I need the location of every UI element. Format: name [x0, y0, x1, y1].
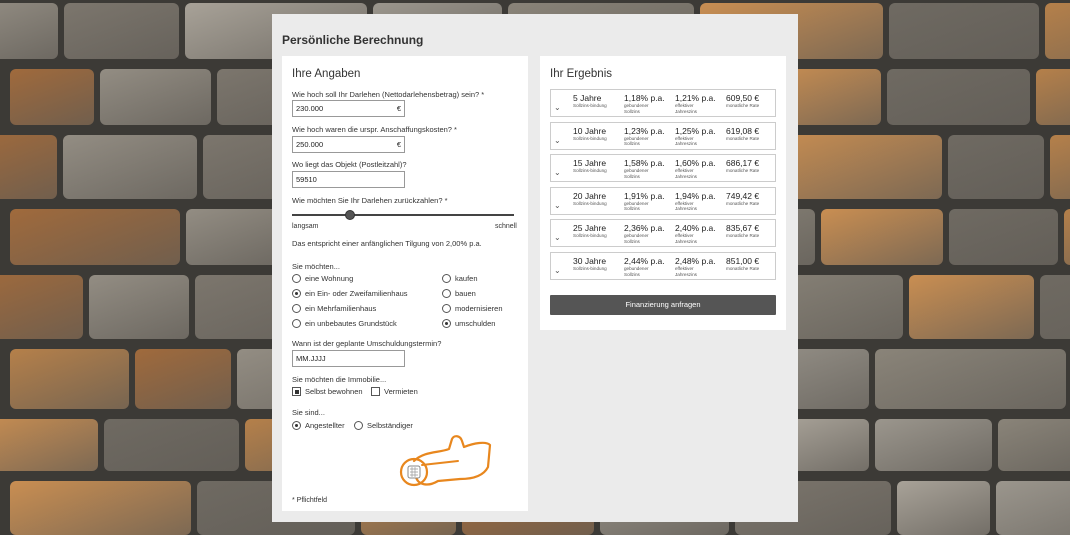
stone-block	[887, 69, 1030, 125]
result-row[interactable]	[550, 252, 776, 280]
property-option[interactable]	[292, 304, 376, 313]
stone-block	[1045, 3, 1070, 59]
result-cell-term	[573, 191, 607, 207]
chevron-down-icon[interactable]: ⌄	[554, 233, 561, 243]
result-value: 2,44% p.a.	[624, 256, 665, 266]
result-value: 5 Jahre	[573, 93, 602, 103]
stone-block	[10, 69, 94, 125]
result-cell-effective	[675, 223, 716, 244]
stone-block	[0, 135, 57, 199]
result-value: 686,17 €	[726, 158, 760, 169]
chevron-down-icon[interactable]: ⌄	[554, 200, 561, 210]
result-sublabel: gebundener Sollzins	[624, 200, 649, 212]
option-label: modernisieren	[455, 304, 503, 313]
result-sublabel: gebundener Sollzins	[624, 233, 649, 244]
usage-label: Sie möchten die Immobilie...	[292, 375, 387, 384]
euro-suffix: €	[396, 104, 401, 113]
result-row[interactable]	[550, 89, 776, 117]
result-sublabel: effektiver Jahreszins	[675, 233, 697, 244]
job-option[interactable]	[354, 421, 413, 430]
result-cell-effective	[675, 158, 716, 179]
result-sublabel: monatliche Rate	[726, 233, 760, 239]
stone-block	[1040, 275, 1070, 339]
option-label: kaufen	[455, 274, 478, 283]
result-value: 1,58% p.a.	[624, 158, 665, 169]
stone-block	[10, 209, 180, 265]
usage-option[interactable]	[371, 387, 418, 396]
input-heading: Ihre Angaben	[292, 68, 361, 80]
result-value: 1,18% p.a.	[624, 93, 665, 103]
result-sublabel: Sollzins-bindung	[573, 200, 607, 206]
result-value: 20 Jahre	[573, 190, 607, 201]
result-cell-term	[573, 223, 607, 239]
option-label: umschulden	[455, 319, 496, 328]
result-value: 10 Jahre	[573, 125, 607, 136]
stone-block	[949, 209, 1058, 265]
repay-label: Wie möchten Sie Ihr Darlehen zurückzahlen? *	[292, 196, 448, 205]
result-cell-nominal	[624, 93, 665, 114]
result-sublabel: monatliche Rate	[726, 266, 760, 271]
result-cell-rate	[726, 223, 760, 239]
result-cell-effective	[675, 191, 716, 212]
result-sublabel: monatliche Rate	[726, 200, 760, 206]
result-cell-term	[573, 158, 607, 174]
result-cell-rate	[726, 158, 760, 174]
usage-option[interactable]	[292, 387, 363, 396]
result-sublabel: gebundener Sollzins	[624, 266, 649, 277]
result-sublabel: monatliche Rate	[726, 135, 760, 141]
result-cell-term	[573, 256, 607, 272]
stone-block	[104, 419, 239, 471]
result-row[interactable]	[550, 154, 776, 182]
result-sublabel: monatliche Rate	[726, 168, 760, 174]
result-sublabel: gebundener Sollzins	[624, 135, 649, 147]
page-title: Persönliche Berechnung	[282, 33, 424, 47]
option-label: eine Wohnung	[305, 274, 354, 283]
stone-block	[135, 349, 231, 409]
result-sublabel: Sollzins-bindung	[573, 233, 607, 239]
stone-block	[10, 481, 191, 535]
action-option[interactable]	[442, 304, 503, 313]
chevron-down-icon[interactable]: ⌄	[554, 266, 561, 275]
slider-min-label: langsam	[292, 223, 319, 230]
stone-block	[0, 419, 98, 471]
location-label: Wo liegt das Objekt (Postleitzahl)?	[292, 160, 407, 169]
action-option[interactable]	[442, 274, 478, 283]
job-label: Sie sind...	[292, 408, 325, 417]
radio-button[interactable]	[442, 319, 451, 328]
stone-block	[89, 275, 189, 339]
result-value: 1,91% p.a.	[624, 190, 665, 201]
action-option[interactable]	[442, 289, 476, 298]
result-value: 1,25% p.a.	[675, 125, 716, 136]
property-option[interactable]	[292, 274, 353, 283]
stone-block	[948, 135, 1044, 199]
checkbox[interactable]	[371, 387, 380, 396]
result-value: 835,67 €	[726, 223, 760, 234]
loan-label: Wie hoch soll Ihr Darlehen (Nettodarlehensbetrag) sein? *	[292, 90, 485, 99]
result-value: 2,48% p.a.	[675, 256, 716, 266]
result-row[interactable]	[550, 122, 776, 150]
property-option[interactable]	[292, 319, 397, 328]
stone-block	[998, 419, 1070, 471]
want-label: Sie möchten...	[292, 262, 340, 271]
result-value: 2,40% p.a.	[675, 223, 716, 234]
repayment-note: Das entspricht einer anfänglichen Tilgung von 2,00% p.a.	[292, 239, 482, 248]
result-value: 1,21% p.a.	[675, 93, 716, 103]
stone-block	[1064, 209, 1070, 265]
result-cell-term	[573, 126, 607, 142]
result-card	[540, 56, 786, 330]
stone-block	[875, 419, 992, 471]
stone-block	[63, 135, 197, 199]
result-value: 2,36% p.a.	[624, 223, 665, 234]
result-value: 30 Jahre	[573, 256, 607, 266]
stone-block	[875, 349, 1066, 409]
stone-block	[100, 69, 211, 125]
result-sublabel: gebundener Sollzins	[624, 168, 649, 179]
radio-button[interactable]	[292, 289, 301, 298]
repayment-slider-handle[interactable]	[345, 210, 355, 220]
result-value: 619,08 €	[726, 125, 760, 136]
cost-label: Wie hoch waren die urspr. Anschaffungskosten? *	[292, 125, 457, 134]
option-label: Selbständiger	[367, 421, 413, 430]
result-sublabel: effektiver Jahreszins	[675, 168, 697, 179]
result-sublabel: gebundener Sollzins	[624, 103, 649, 114]
stone-block	[909, 275, 1034, 339]
postcode-value: 59510	[296, 175, 317, 184]
result-cell-effective	[675, 256, 716, 277]
result-cell-rate	[726, 126, 760, 142]
result-value: 25 Jahre	[573, 223, 607, 234]
result-cell-term	[573, 93, 607, 109]
chevron-down-icon[interactable]: ⌄	[554, 135, 561, 145]
action-option[interactable]	[442, 319, 495, 328]
result-value: 15 Jahre	[573, 158, 607, 169]
result-sublabel: effektiver Jahreszins	[675, 266, 697, 277]
result-value: 749,42 €	[726, 190, 760, 201]
result-cell-effective	[675, 93, 716, 114]
result-sublabel: Sollzins-bindung	[573, 135, 607, 141]
option-label: Angestellter	[305, 421, 345, 430]
result-cell-nominal	[624, 191, 665, 212]
calculator-panel	[272, 14, 798, 522]
repayment-slider-track[interactable]	[292, 214, 514, 216]
option-label: Selbst bewohnen	[305, 387, 363, 396]
option-label: ein Ein- oder Zweifamilienhaus	[305, 289, 408, 298]
result-sublabel: effektiver Jahreszins	[675, 135, 697, 147]
result-cell-nominal	[624, 223, 665, 244]
date-label: Wann ist der geplante Umschuldungstermin?	[292, 339, 442, 348]
result-cell-nominal	[624, 158, 665, 179]
chevron-down-icon[interactable]: ⌄	[554, 103, 561, 112]
stone-block	[897, 481, 990, 535]
result-value: 1,23% p.a.	[624, 125, 665, 136]
result-value: 1,60% p.a.	[675, 158, 716, 169]
stone-block	[0, 275, 83, 339]
stone-block	[10, 349, 129, 409]
chevron-down-icon[interactable]: ⌄	[554, 168, 561, 178]
result-cell-rate	[726, 93, 760, 109]
radio-button[interactable]	[292, 421, 301, 430]
checkbox[interactable]	[292, 387, 301, 396]
stone-block	[889, 3, 1039, 59]
slider-max-label: schnell	[495, 223, 517, 230]
result-sublabel: effektiver Jahreszins	[675, 200, 697, 212]
stone-block	[0, 3, 58, 59]
stone-block	[821, 209, 943, 265]
radio-button[interactable]	[292, 319, 301, 328]
result-value: 851,00 €	[726, 256, 760, 266]
radio-button[interactable]	[354, 421, 363, 430]
property-option[interactable]	[292, 289, 408, 298]
option-label: Vermieten	[384, 387, 418, 396]
option-label: ein Mehrfamilienhaus	[305, 304, 377, 313]
stone-block	[186, 209, 283, 265]
loan-amount-value: 230.000	[296, 104, 324, 113]
option-label: ein unbebautes Grundstück	[305, 319, 397, 328]
result-cell-nominal	[624, 256, 665, 277]
result-cell-effective	[675, 126, 716, 147]
result-sublabel: Sollzins-bindung	[573, 103, 607, 108]
purchase-cost-value: 250.000	[296, 140, 324, 149]
result-cell-rate	[726, 191, 760, 207]
result-cell-nominal	[624, 126, 665, 147]
radio-button[interactable]	[292, 274, 301, 283]
loan-amount-input[interactable]	[292, 100, 405, 117]
purchase-cost-input[interactable]	[292, 136, 405, 153]
required-note: * Pflichtfeld	[292, 497, 328, 504]
stone-block	[1050, 135, 1070, 199]
euro-suffix: €	[396, 140, 401, 149]
result-cell-rate	[726, 256, 760, 272]
job-option[interactable]	[292, 421, 345, 430]
option-label: bauen	[455, 289, 476, 298]
input-card	[282, 56, 528, 511]
postcode-input[interactable]	[292, 171, 405, 188]
radio-button[interactable]	[292, 304, 301, 313]
request-financing-button[interactable]: Finanzierung anfragen	[550, 295, 776, 315]
radio-button[interactable]	[442, 304, 451, 313]
hand-click-icon	[394, 431, 494, 495]
radio-button[interactable]	[442, 274, 451, 283]
radio-button[interactable]	[442, 289, 451, 298]
result-value: 1,94% p.a.	[675, 190, 716, 201]
stone-block	[64, 3, 179, 59]
result-row[interactable]	[550, 187, 776, 215]
date-placeholder: MM.JJJJ	[296, 354, 326, 363]
result-heading: Ihr Ergebnis	[550, 68, 613, 80]
stone-block	[1036, 69, 1070, 125]
result-sublabel: Sollzins-bindung	[573, 168, 607, 174]
result-value: 609,50 €	[726, 93, 760, 103]
stone-block	[996, 481, 1070, 535]
date-input[interactable]	[292, 350, 405, 367]
result-row[interactable]	[550, 219, 776, 247]
result-sublabel: Sollzins-bindung	[573, 266, 607, 271]
result-sublabel: monatliche Rate	[726, 103, 760, 108]
result-sublabel: effektiver Jahreszins	[675, 103, 697, 114]
